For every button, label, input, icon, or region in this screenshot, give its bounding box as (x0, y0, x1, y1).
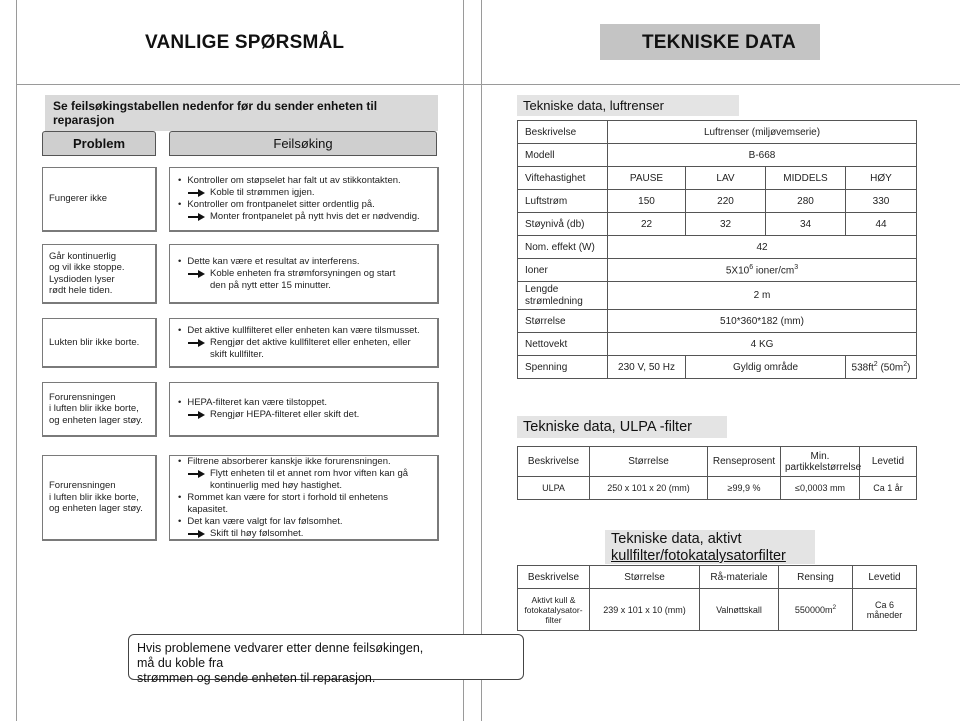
solution-text: Monter frontpanelet på nytt hvis det er nødvendig. (210, 211, 420, 222)
problem-line: Forurensningen (49, 391, 116, 403)
area-exp: 2 (873, 360, 878, 368)
bullet-icon: • (178, 455, 182, 467)
carbon-desc-line: Aktivt kull & (531, 594, 576, 605)
ulpa-header-cell: Levetid (860, 447, 917, 477)
label-description: Beskrivelse (518, 121, 608, 144)
carbon-heading-line: Tekniske data, aktivt (611, 531, 742, 547)
ulpa-header-line: partikkelstørrelse (785, 461, 862, 473)
solution-bullet (178, 492, 429, 516)
solution-bullet (178, 456, 429, 468)
bullet-icon: • (178, 175, 182, 186)
solution-action (178, 337, 429, 349)
ions-exp: 6 (749, 263, 754, 271)
value-area (846, 356, 917, 379)
arrow-right-icon (188, 270, 205, 278)
area-close: ) (907, 362, 911, 374)
solution-action (178, 187, 429, 199)
value-voltage: 230 V, 50 Hz (608, 356, 686, 379)
ulpa-table (517, 446, 917, 500)
purifier-heading: Tekniske data, luftrenser (517, 95, 739, 116)
arrow-right-icon (188, 530, 205, 538)
airflow-cell: 150 (608, 190, 686, 213)
solution-bullet (178, 397, 429, 409)
problem-line: og enheten lager støy. (49, 503, 143, 515)
solution-text: Kontroller om frontpanelet sitter ordentlig på. (187, 199, 375, 210)
airflow-cell: 280 (766, 190, 846, 213)
area-metric: (50m (877, 362, 904, 374)
area-exp2: 2 (903, 360, 908, 368)
solution-text: HEPA-filteret kan være tilstoppet. (187, 397, 328, 408)
ulpa-header-cell: Renseprosent (708, 447, 781, 477)
solution-bullet (178, 325, 429, 337)
ions-unit-exp: 3 (794, 263, 799, 271)
bullet-icon: • (178, 397, 182, 408)
problem-line: Lysdioden lyser (49, 273, 115, 285)
solution-text: Rommet kan være for stort i forhold til enhetens kapasitet. (187, 491, 388, 515)
problem-cell (42, 167, 157, 232)
value-cord: 2 m (608, 282, 917, 310)
label-noise: Støynivå (db) (518, 213, 608, 236)
carbon-heading (605, 530, 815, 564)
solution-action (178, 528, 429, 540)
note-line: Hvis problemene vedvarer etter denne feilsøkingen, (137, 641, 424, 655)
carbon-value-cell: Valnøttskall (700, 589, 779, 631)
carbon-value-cell: Ca 6 måneder (853, 589, 917, 631)
problem-cell (42, 382, 157, 437)
fan-speed-cell: LAV (686, 167, 766, 190)
solution-continuation (178, 480, 429, 492)
fan-speed-cell: PAUSE (608, 167, 686, 190)
note-box (128, 634, 524, 685)
specs-title: TEKNISKE DATA (642, 32, 796, 53)
value-ions (608, 259, 917, 282)
solution-text: den på nytt etter 15 minutter. (210, 279, 331, 291)
label-voltage: Spenning (518, 356, 608, 379)
carbon-desc-cell (518, 589, 590, 631)
noise-cell: 44 (846, 213, 917, 236)
intro-text: Se feilsøkingstabellen nedenfor før du sender enheten til reparasjon (45, 95, 438, 131)
solution-cell (169, 382, 439, 437)
solution-bullet (178, 516, 429, 528)
purifier-table (517, 120, 917, 379)
solution-bullet (178, 199, 429, 211)
arrow-right-icon (188, 189, 205, 197)
ulpa-header-cell (781, 447, 860, 477)
note-line: må du koble fra (137, 656, 224, 670)
problem-line: i luften blir ikke borte, (49, 403, 139, 415)
ions-base: 5X10 (725, 265, 750, 277)
noise-cell: 22 (608, 213, 686, 236)
problem-line: Forurensningen (49, 480, 116, 492)
problem-line: rødt hele tiden. (49, 285, 113, 296)
solution-action (178, 409, 429, 421)
problem-line: Lukten blir ikke borte. (49, 336, 140, 348)
ulpa-value-cell: ULPA (518, 477, 590, 500)
problem-line: i luften blir ikke borte, (49, 491, 139, 503)
ulpa-heading: Tekniske data, ULPA -filter (517, 416, 727, 438)
label-airflow: Luftstrøm (518, 190, 608, 213)
problem-cell (42, 318, 157, 368)
note-line: strømmen og sende enheten til reparasjon. (137, 671, 376, 685)
solution-cell (169, 318, 439, 368)
solution-continuation (178, 280, 429, 292)
carbon-cleaning-value: 550000m (794, 605, 833, 615)
bullet-icon: • (178, 199, 182, 210)
ulpa-value-cell: ≤0,0003 mm (781, 477, 860, 500)
problem-cell (42, 455, 157, 541)
solution-text: Koble enheten fra strømforsyningen og start (210, 267, 396, 279)
solution-bullet (178, 175, 429, 187)
fan-speed-cell: HØY (846, 167, 917, 190)
label-area: Gyldig område (686, 356, 846, 379)
label-ions: Ioner (518, 259, 608, 282)
ulpa-value-cell: ≥99,9 % (708, 477, 781, 500)
problem-line: og enheten lager støy. (49, 414, 143, 426)
arrow-right-icon (188, 213, 205, 221)
problem-line: og vil ikke stoppe. (49, 262, 125, 273)
bullet-icon: • (178, 515, 182, 527)
label-fan-speed: Viftehastighet (518, 167, 608, 190)
ulpa-value-cell: 250 x 101 x 20 (mm) (590, 477, 708, 500)
ulpa-value-cell: Ca 1 år (860, 477, 917, 500)
value-model: B-668 (608, 144, 917, 167)
cord-label-line: strømledning (525, 295, 583, 307)
area-main: 538ft (851, 362, 874, 374)
label-weight: Nettovekt (518, 333, 608, 356)
carbon-table (517, 565, 917, 631)
problem-line: Går kontinuerlig (49, 250, 117, 262)
label-power: Nom. effekt (W) (518, 236, 608, 259)
solution-cell (169, 244, 439, 304)
value-size: 510*360*182 (mm) (608, 310, 917, 333)
carbon-header-cell: Rå-materiale (700, 566, 779, 589)
solution-cell (169, 167, 439, 232)
label-model: Modell (518, 144, 608, 167)
label-cord (518, 282, 608, 310)
solution-action (178, 211, 429, 223)
solution-header: Feilsøking (169, 131, 437, 156)
carbon-desc-line: filter (545, 614, 562, 625)
noise-cell: 34 (766, 213, 846, 236)
solution-text: Kontroller om støpselet har falt ut av stikkontakten. (187, 175, 401, 186)
bullet-icon: • (178, 491, 182, 503)
solution-text: Rengjør HEPA-filteret eller skift det. (210, 409, 360, 420)
carbon-heading-line: kullfilter/fotokatalysatorfilter (611, 548, 786, 564)
ions-unit: ioner/cm (755, 265, 795, 277)
arrow-right-icon (188, 411, 205, 419)
ulpa-header-cell: Beskrivelse (518, 447, 590, 477)
problem-line: Fungerer ikke (49, 193, 108, 205)
ulpa-header-line: Min. (810, 450, 830, 462)
problem-header: Problem (42, 131, 156, 156)
bullet-icon: • (178, 324, 182, 336)
noise-cell: 32 (686, 213, 766, 236)
carbon-header-cell: Rensing (779, 566, 853, 589)
faq-title: VANLIGE SPØRSMÅL (145, 32, 345, 53)
solution-text: Flytt enheten til et annet rom hvor viften kan gå (210, 467, 409, 479)
solution-bullet (178, 256, 429, 268)
carbon-value-cell: 239 x 101 x 10 (mm) (590, 589, 700, 631)
carbon-header-cell: Størrelse (590, 566, 700, 589)
airflow-cell: 330 (846, 190, 917, 213)
solution-text: Dette kan være et resultat av interferens. (187, 255, 360, 267)
solution-text: Koble til strømmen igjen. (210, 187, 315, 198)
solution-text: Skift til høy følsomhet. (210, 527, 304, 539)
ulpa-header-cell: Størrelse (590, 447, 708, 477)
value-weight: 4 KG (608, 333, 917, 356)
arrow-right-icon (188, 339, 205, 347)
solution-action (178, 468, 429, 480)
solution-text: kontinuerlig med høy hastighet. (210, 479, 343, 491)
label-size: Størrelse (518, 310, 608, 333)
value-power: 42 (608, 236, 917, 259)
solution-text: Det aktive kullfilteret eller enheten kan være tilsmusset. (187, 324, 420, 336)
solution-action (178, 268, 429, 280)
solution-text: skift kullfilter. (210, 348, 264, 360)
carbon-cleaning-exp: 2 (832, 604, 837, 611)
fan-speed-cell: MIDDELS (766, 167, 846, 190)
arrow-right-icon (188, 470, 205, 478)
carbon-header-cell: Beskrivelse (518, 566, 590, 589)
solution-text: Rengjør det aktive kullfilteret eller enheten, eller (210, 336, 411, 348)
cord-label-line: Lengde (525, 283, 559, 295)
airflow-cell: 220 (686, 190, 766, 213)
problem-cell (42, 244, 157, 304)
carbon-value-cell (779, 589, 853, 631)
bullet-icon: • (178, 255, 182, 267)
value-description: Luftrenser (miljøvemserie) (608, 121, 917, 144)
solution-text: Det kan være valgt for lav følsomhet. (187, 515, 343, 527)
solution-text: Filtrene absorberer kanskje ikke forurensningen. (187, 455, 391, 467)
solution-continuation (178, 349, 429, 361)
carbon-desc-line: fotokatalysator- (524, 604, 583, 615)
solution-cell (169, 455, 439, 541)
carbon-header-cell: Levetid (853, 566, 917, 589)
